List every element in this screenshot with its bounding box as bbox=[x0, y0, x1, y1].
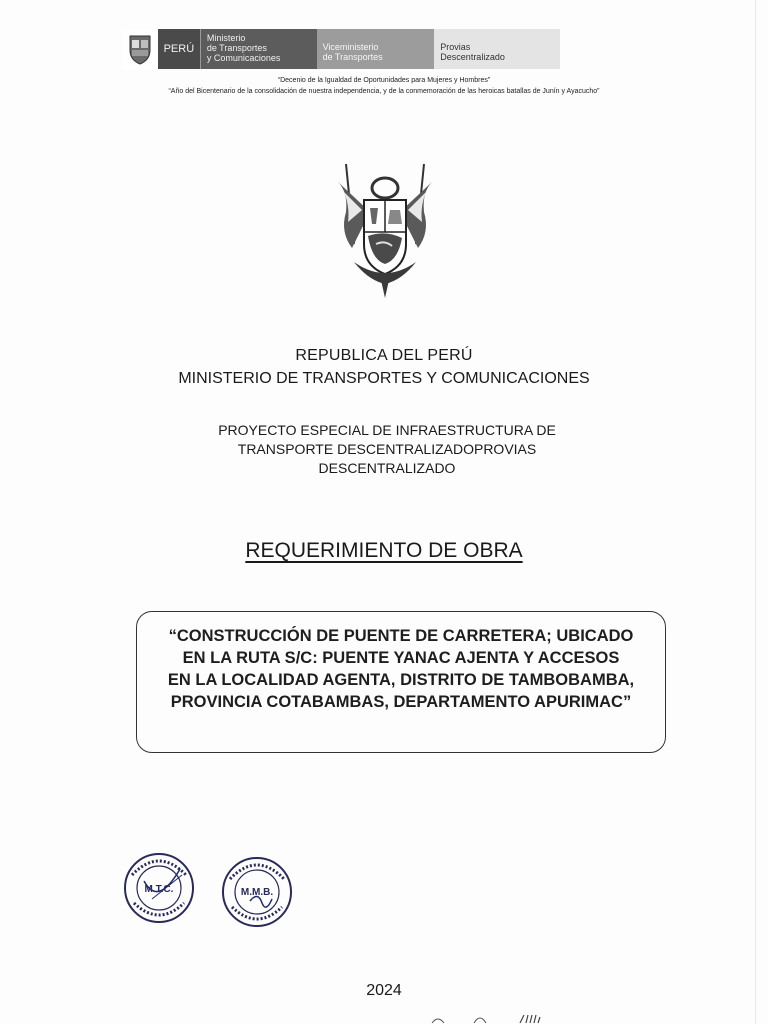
ministry-label-line: Ministerio bbox=[206, 33, 246, 43]
decenio-motto: “Decenio de la Igualdad de Oportunidades para Mujeres y Hombres” bbox=[277, 77, 491, 84]
project-heading bbox=[190, 421, 584, 478]
svg-text:M.T.C.: M.T.C. bbox=[144, 884, 174, 895]
document-title: REQUERIMIENTO DE OBRA bbox=[245, 539, 523, 562]
institutional-header bbox=[122, 29, 560, 69]
svg-text:M.M.B.: M.M.B. bbox=[240, 887, 274, 898]
scan-marks bbox=[430, 1012, 570, 1024]
official-seal-icon bbox=[220, 855, 294, 929]
agency-label-line: Provias bbox=[440, 42, 471, 52]
document-year: 2024 bbox=[366, 982, 402, 999]
year-motto: “Año del Bicentenario de la consolidación de nuestra independencia, y de la conmemoración de las heroicas batallas de Junín y Ayacucho” bbox=[168, 88, 600, 95]
vice-ministry-label-line: de Transportes bbox=[322, 52, 383, 62]
country-label: PERÚ bbox=[158, 29, 201, 69]
ministry-label bbox=[201, 29, 317, 69]
shield-icon bbox=[122, 29, 158, 69]
vice-ministry-label bbox=[317, 29, 435, 69]
work-line: “CONSTRUCCIÓN DE PUENTE DE CARRETERA; UBICADO bbox=[168, 627, 634, 645]
ministry-label-line: de Transportes bbox=[206, 43, 267, 53]
coat-of-arms-icon bbox=[318, 152, 452, 302]
work-line: EN LA RUTA S/C: PUENTE YANAC AJENTA Y ACCESOS bbox=[182, 649, 620, 667]
official-seal-icon bbox=[122, 851, 196, 925]
ministry-label-line: y Comunicaciones bbox=[206, 53, 281, 63]
project-line: TRANSPORTE DESCENTRALIZADOPROVIAS bbox=[237, 441, 537, 457]
country-heading: REPUBLICA DEL PERÚ bbox=[295, 347, 473, 364]
agency-label bbox=[434, 29, 560, 69]
work-line: EN LA LOCALIDAD AGENTA, DISTRITO DE TAMBOBAMBA, bbox=[167, 671, 635, 689]
work-line: PROVINCIA COTABAMBAS, DEPARTAMENTO APURIMAC” bbox=[170, 693, 632, 711]
work-description-box bbox=[136, 611, 666, 753]
page-edge bbox=[755, 0, 756, 1024]
agency-label-line: Descentralizado bbox=[440, 52, 505, 62]
project-line: DESCENTRALIZADO bbox=[318, 460, 456, 476]
ministry-heading: MINISTERIO DE TRANSPORTES Y COMUNICACIONES bbox=[178, 370, 590, 387]
project-line: PROYECTO ESPECIAL DE INFRAESTRUCTURA DE bbox=[218, 422, 556, 438]
vice-ministry-label-line: Viceministerio bbox=[322, 42, 379, 52]
